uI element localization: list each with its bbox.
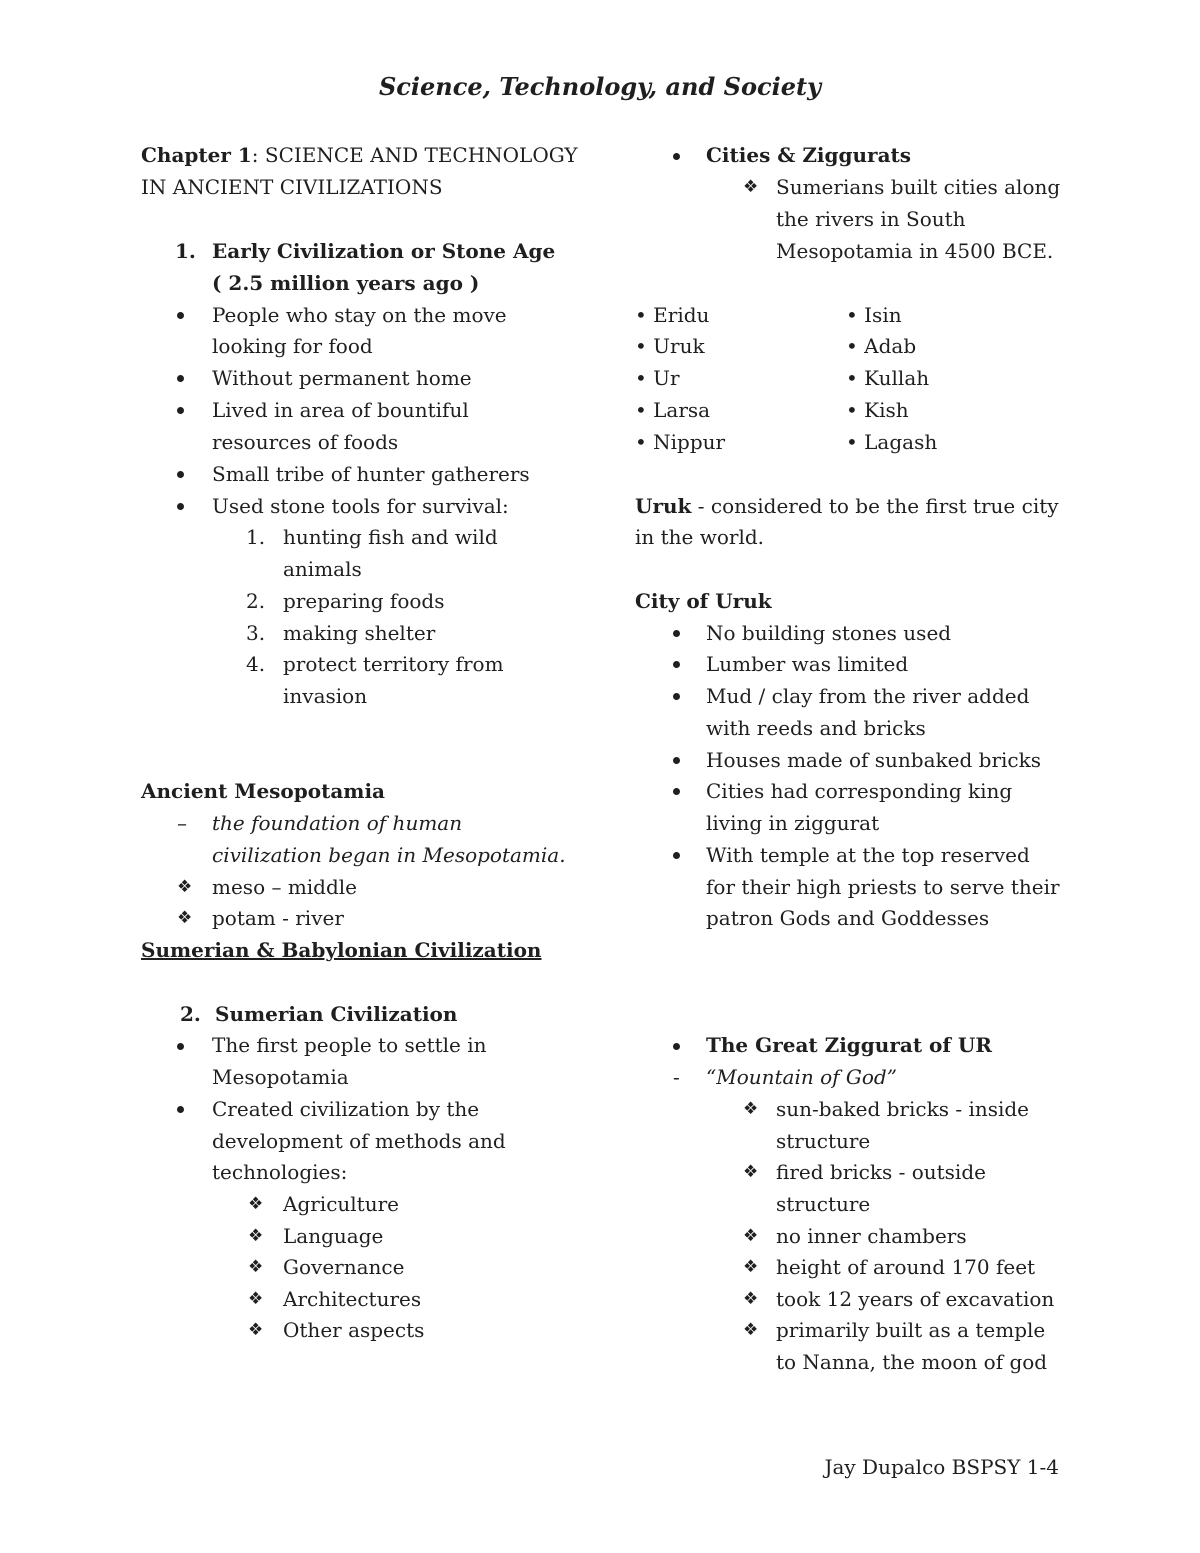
list-item: living in ziggurat	[706, 811, 880, 835]
list-item: fired bricks - outside	[776, 1160, 986, 1184]
bullet-icon	[177, 407, 184, 414]
bullet-icon	[177, 375, 184, 382]
city-item: • Uruk	[635, 334, 705, 358]
bullet-icon	[673, 153, 680, 160]
city-item: • Lagash	[846, 430, 938, 454]
diamond-bullet-icon: ❖	[743, 1162, 759, 1182]
list-number: 2.	[246, 589, 266, 613]
list-number: 3.	[246, 621, 266, 645]
city-item: • Nippur	[635, 430, 726, 454]
list-item: primarily built as a temple	[776, 1318, 1046, 1342]
section-number: 2.	[180, 1002, 201, 1026]
list-item: potam - river	[212, 906, 344, 930]
city-item: • Larsa	[635, 398, 711, 422]
section-heading-sumerian-babylonian: Sumerian & Babylonian Civilization	[141, 938, 542, 962]
diamond-bullet-icon: ❖	[248, 1289, 264, 1309]
section-heading-mesopotamia: Ancient Mesopotamia	[141, 779, 386, 803]
bullet-icon	[673, 788, 680, 795]
list-item: Lived in area of bountiful	[212, 398, 469, 422]
ziggurat-subtitle: “Mountain of God”	[706, 1065, 897, 1089]
list-item: Agriculture	[283, 1192, 399, 1216]
list-item: resources of foods	[212, 430, 399, 454]
list-item: meso – middle	[212, 875, 358, 899]
section-heading-cities-ziggurats: Cities & Ziggurats	[706, 143, 912, 167]
city-item: • Adab	[846, 334, 917, 358]
bullet-icon	[673, 757, 680, 764]
diamond-bullet-icon: ❖	[743, 177, 759, 197]
bullet-icon	[177, 1106, 184, 1113]
bullet-icon	[673, 661, 680, 668]
list-item: the rivers in South	[776, 207, 966, 231]
city-item: • Kish	[846, 398, 909, 422]
city-item: • Kullah	[846, 366, 930, 390]
diamond-bullet-icon: ❖	[248, 1320, 264, 1340]
list-item: took 12 years of excavation	[776, 1287, 1055, 1311]
city-item: • Eridu	[635, 303, 710, 327]
list-item: Mesopotamia	[212, 1065, 349, 1089]
list-item: no inner chambers	[776, 1224, 967, 1248]
list-item: Mud / clay from the river added	[706, 684, 1030, 708]
list-item: preparing foods	[283, 589, 445, 613]
list-item: Without permanent home	[212, 366, 472, 390]
diamond-bullet-icon: ❖	[743, 1099, 759, 1119]
list-item: The first people to settle in	[212, 1033, 487, 1057]
list-item: Language	[283, 1224, 384, 1248]
bullet-icon	[673, 1043, 680, 1050]
chapter-heading	[141, 139, 578, 171]
list-item: looking for food	[212, 334, 373, 358]
bullet-icon	[673, 630, 680, 637]
uruk-description: - considered to be the first true city	[691, 494, 1059, 518]
list-item: sun-baked bricks - inside	[776, 1097, 1030, 1121]
chapter-title: : SCIENCE AND TECHNOLOGY	[251, 143, 578, 167]
bullet-icon	[673, 693, 680, 700]
bullet-icon	[177, 1043, 184, 1050]
definition-text: civilization began in Mesopotamia.	[212, 843, 566, 867]
list-item: Used stone tools for survival:	[212, 494, 509, 518]
list-number: 1.	[246, 525, 266, 549]
definition-text: the foundation of human	[212, 811, 463, 835]
chapter-title-line2: IN ANCIENT CIVILIZATIONS	[141, 175, 443, 199]
list-item: Governance	[283, 1255, 405, 1279]
list-item: People who stay on the move	[212, 303, 507, 327]
diamond-bullet-icon: ❖	[743, 1226, 759, 1246]
list-item: animals	[283, 557, 362, 581]
list-item: hunting fish and wild	[283, 525, 498, 549]
list-item: to Nanna, the moon of god	[776, 1350, 1048, 1374]
list-item: Mesopotamia in 4500 BCE.	[776, 239, 1054, 263]
list-item: With temple at the top reserved	[706, 843, 1030, 867]
list-item: Lumber was limited	[706, 652, 909, 676]
diamond-bullet-icon: ❖	[177, 908, 193, 928]
diamond-bullet-icon: ❖	[743, 1257, 759, 1277]
list-item: technologies:	[212, 1160, 348, 1184]
list-item: patron Gods and Goddesses	[706, 906, 990, 930]
uruk-description-line2: in the world.	[635, 525, 765, 549]
section-heading-great-ziggurat: The Great Ziggurat of UR	[706, 1033, 992, 1057]
list-item: Architectures	[283, 1287, 422, 1311]
diamond-bullet-icon: ❖	[248, 1194, 264, 1214]
list-item: height of around 170 feet	[776, 1255, 1036, 1279]
list-item: No building stones used	[706, 621, 952, 645]
list-item: Houses made of sunbaked bricks	[706, 748, 1041, 772]
footer-author: Jay Dupalco BSPSY 1-4	[824, 1455, 1059, 1479]
bullet-icon	[177, 312, 184, 319]
page-title: Science, Technology, and Society	[378, 72, 822, 101]
list-item: making shelter	[283, 621, 436, 645]
list-item: invasion	[283, 684, 368, 708]
section-heading-stone-age: Early Civilization or Stone Age	[212, 239, 556, 263]
section-heading-city-of-uruk: City of Uruk	[635, 589, 772, 613]
list-item: Cities had corresponding king	[706, 779, 1013, 803]
city-item: • Isin	[846, 303, 902, 327]
uruk-term: Uruk	[635, 494, 692, 518]
bullet-icon	[673, 852, 680, 859]
list-item: structure	[776, 1192, 871, 1216]
list-item: Small tribe of hunter gatherers	[212, 462, 530, 486]
bullet-icon	[177, 471, 184, 478]
dash-marker: -	[673, 1065, 680, 1089]
section-number: 1.	[175, 239, 196, 263]
section-heading-stone-age-date: ( 2.5 million years ago )	[212, 271, 480, 295]
list-item: development of methods and	[212, 1129, 506, 1153]
diamond-bullet-icon: ❖	[248, 1226, 264, 1246]
list-item: for their high priests to serve their	[706, 875, 1060, 899]
bullet-icon	[177, 503, 184, 510]
list-item: Other aspects	[283, 1318, 425, 1342]
diamond-bullet-icon: ❖	[177, 877, 193, 897]
section-heading-sumerian: Sumerian Civilization	[215, 1002, 458, 1026]
list-item: structure	[776, 1129, 871, 1153]
list-item: Created civilization by the	[212, 1097, 480, 1121]
list-item: Sumerians built cities along	[776, 175, 1061, 199]
uruk-definition	[635, 490, 1059, 522]
chapter-label: Chapter 1	[141, 143, 252, 167]
list-item: with reeds and bricks	[706, 716, 926, 740]
city-item: • Ur	[635, 366, 680, 390]
list-number: 4.	[246, 652, 266, 676]
dash-marker: –	[177, 811, 187, 835]
diamond-bullet-icon: ❖	[248, 1257, 264, 1277]
diamond-bullet-icon: ❖	[743, 1320, 759, 1340]
list-item: protect territory from	[283, 652, 504, 676]
diamond-bullet-icon: ❖	[743, 1289, 759, 1309]
